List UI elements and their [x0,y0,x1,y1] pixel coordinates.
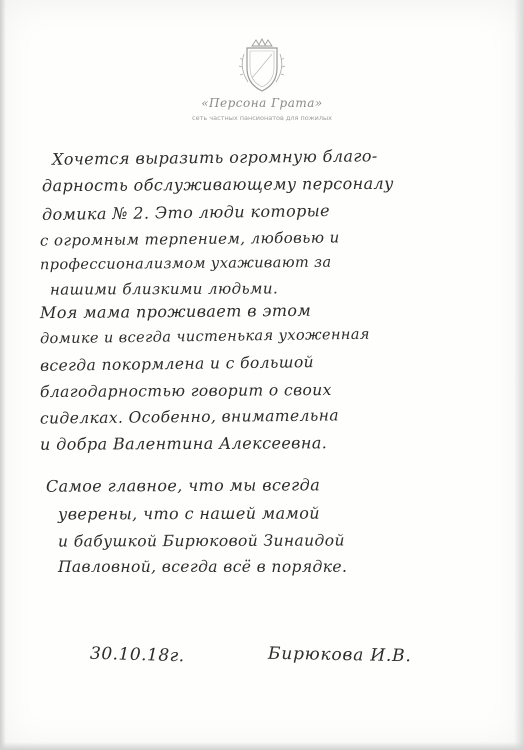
shield-crest-icon [235,38,289,94]
letter-line: профессионализмом ухаживают за [39,254,332,274]
letter-line: Павловной, всегда всё в порядке. [58,558,348,576]
letter-line: Моя мама проживает в этом [39,300,312,323]
letter-line: и бабушкой Бирюковой Зинаидой [57,531,345,551]
letter-line: всегда покормлена и с большой [39,353,315,375]
letter-line: сиделках. Особенно, внимательна [39,406,340,428]
letter-line: Самое главное, что мы всегда [45,475,321,496]
letterhead [162,38,362,138]
page-edge-bottom [0,742,524,750]
letter-line: благодарностью говорит о своих [39,380,332,402]
brand-subtitle: сеть частных пансионатов для пожилых [192,114,332,122]
letter-line: уверены, что с нашей мамой [57,503,320,524]
page-edge-left [0,0,6,750]
letter-line: и добра Валентина Алексеевна. [39,433,328,454]
letter-line: Хочется выразить огромную благо- [51,146,378,169]
letter-line: с огромным терпением, любовью и [39,228,340,250]
letter-date: 30.10.18г. [89,643,185,667]
letter-line: домика № 2. Это люди которые [41,200,331,225]
letter-line: домике и всегда чистенькая ухоженная [39,326,370,348]
letter-signature: Бирюкова И.В. [267,643,412,667]
brand-name: «Персона Грата» [201,96,323,110]
page-edge-right [514,0,524,750]
letter-line: нашими близкими людьми. [49,279,279,299]
letter-line: дарность обслуживающему персоналу [41,173,394,196]
